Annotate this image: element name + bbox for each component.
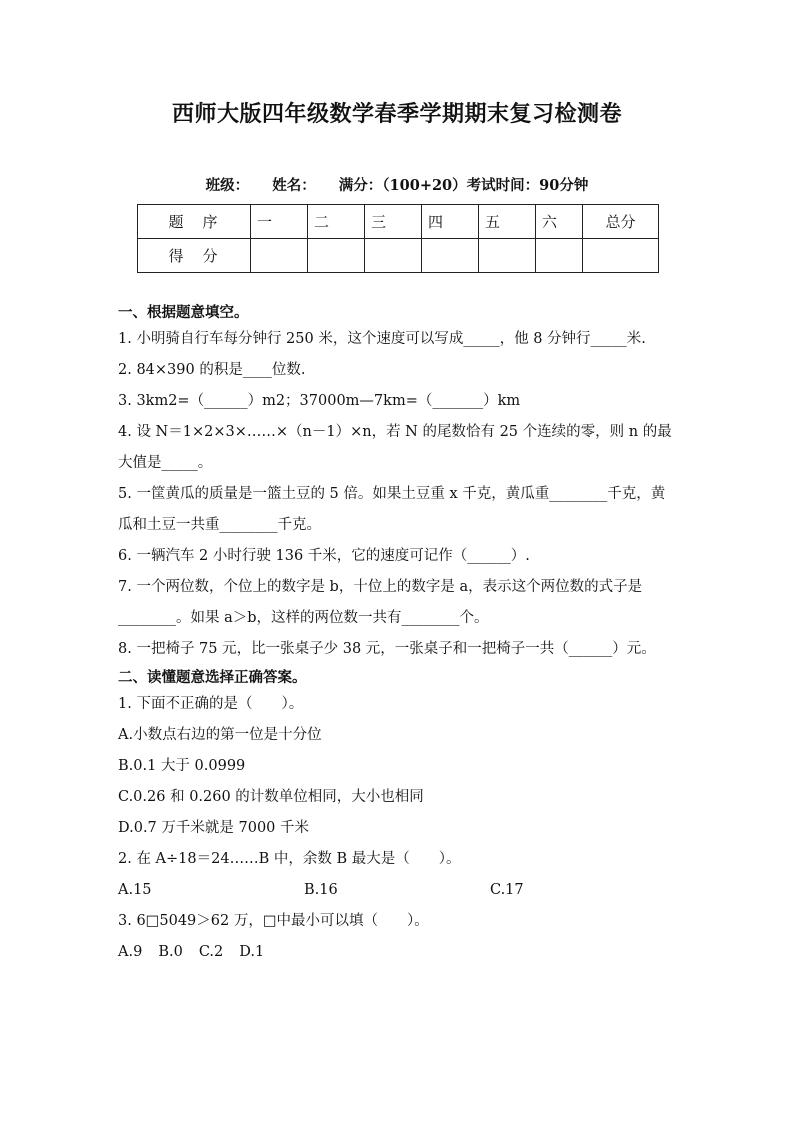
- score-table-header-row: [138, 205, 659, 239]
- section-heading: 一、根据题意填空。: [118, 304, 249, 321]
- answer-option: C.17: [490, 882, 524, 898]
- answer-option: B.0: [158, 944, 183, 960]
- column-header: 三: [365, 205, 422, 239]
- score-time-label: 满分：（100+20）考试时间：90分钟: [338, 177, 589, 194]
- score-row-header: 得 分: [138, 239, 251, 273]
- score-cell[interactable]: [422, 239, 479, 273]
- name-label: 姓名：: [272, 177, 316, 194]
- total-score-header: 总分: [583, 205, 659, 239]
- score-table: [137, 204, 659, 273]
- question-item: 4. 设 N＝1×2×3×……×（n－1）×n，若 N 的尾数恰有 25 个连续的零，则 n 的最大值是_____。: [118, 424, 672, 471]
- question-stem: 2. 在 A÷18＝24……B 中，余数 B 最大是（ ）。: [118, 851, 461, 867]
- score-cell[interactable]: [251, 239, 308, 273]
- score-cell[interactable]: [479, 239, 536, 273]
- question-item: 1. 小明骑自行车每分钟行 250 米，这个速度可以写成_____，他 8 分钟行_____米.: [118, 331, 646, 347]
- question-order-header: 题 序: [138, 205, 251, 239]
- answer-option: D.0.7 万千米就是 7000 千米: [118, 820, 310, 836]
- question-stem: 1. 下面不正确的是（ ）。: [118, 696, 304, 712]
- question-stem: 3. 6□5049＞62 万，□中最小可以填（ ）。: [118, 913, 429, 929]
- answer-options-row: [118, 875, 674, 906]
- question-item: 7. 一个两位数，个位上的数字是 b，十位上的数字是 a，表示这个两位数的式子是________。如果 a＞b，这样的两位数一共有________个。: [118, 579, 643, 626]
- answer-option: A.9: [118, 944, 143, 960]
- column-header: 六: [536, 205, 583, 239]
- column-header: 一: [251, 205, 308, 239]
- class-label: 班级：: [205, 177, 250, 194]
- answer-options-row: [118, 937, 674, 968]
- question-item: 3. 3km2=（______）m2；37000m—7km=（_______）km: [118, 393, 521, 409]
- section-heading: 二、读懂题意选择正确答案。: [118, 669, 307, 686]
- column-header: 四: [422, 205, 479, 239]
- answer-option: A.小数点右边的第一位是十分位: [118, 727, 322, 743]
- score-cell-total[interactable]: [583, 239, 659, 273]
- exam-info-line: [0, 174, 794, 195]
- answer-option: A.15: [118, 882, 152, 898]
- question-item: 8. 一把椅子 75 元，比一张桌子少 38 元，一张桌子和一把椅子一共（______）元。: [118, 641, 656, 657]
- answer-option: C.0.26 和 0.260 的计数单位相同，大小也相同: [118, 789, 424, 805]
- column-header: 五: [479, 205, 536, 239]
- answer-option: C.2: [198, 944, 224, 960]
- score-cell[interactable]: [365, 239, 422, 273]
- exam-content: [118, 300, 674, 968]
- answer-option: D.1: [239, 944, 265, 960]
- question-item: 5. 一筐黄瓜的质量是一篮土豆的 5 倍。如果土豆重 x 千克，黄瓜重________千克，黄瓜和土豆一共重________千克。: [118, 486, 666, 533]
- score-cell[interactable]: [536, 239, 583, 273]
- column-header: 二: [308, 205, 365, 239]
- answer-option: B.0.1 大于 0.0999: [118, 758, 246, 774]
- question-item: 2. 84×390 的积是____位数.: [118, 362, 306, 378]
- score-cell[interactable]: [308, 239, 365, 273]
- page-title: 西师大版四年级数学春季学期期末复习检测卷: [171, 101, 622, 127]
- score-table-score-row: [138, 239, 659, 273]
- answer-option: B.16: [304, 882, 338, 898]
- question-item: 6. 一辆汽车 2 小时行驶 136 千米，它的速度可记作（______）.: [118, 548, 530, 564]
